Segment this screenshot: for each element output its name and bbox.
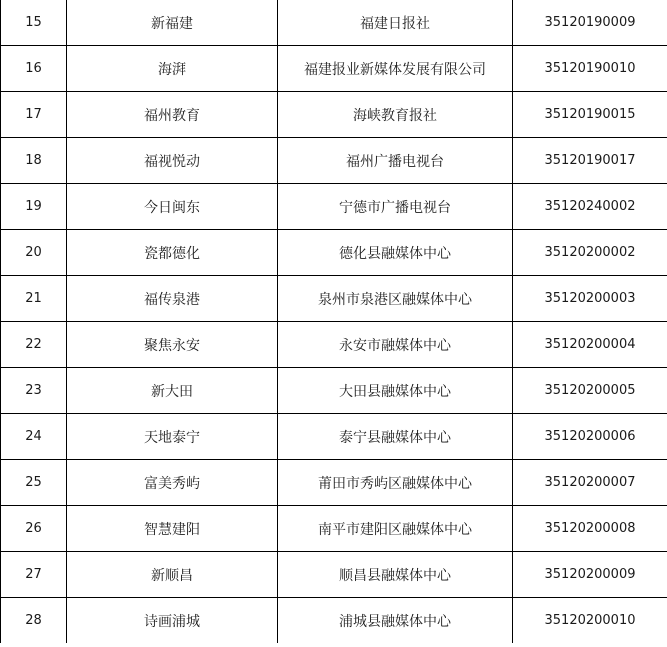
row-number: 24 bbox=[1, 414, 67, 460]
registration-code: 35120200010 bbox=[513, 598, 667, 644]
registration-code: 35120190009 bbox=[513, 0, 667, 46]
organization: 海峡教育报社 bbox=[278, 92, 513, 138]
registration-code: 35120240002 bbox=[513, 184, 667, 230]
app-name: 新大田 bbox=[67, 368, 278, 414]
organization: 泰宁县融媒体中心 bbox=[278, 414, 513, 460]
row-number: 23 bbox=[1, 368, 67, 414]
organization: 莆田市秀屿区融媒体中心 bbox=[278, 460, 513, 506]
app-name: 海湃 bbox=[67, 46, 278, 92]
table-row bbox=[1, 230, 667, 276]
row-number: 21 bbox=[1, 276, 67, 322]
table-row bbox=[1, 276, 667, 322]
table-row bbox=[1, 184, 667, 230]
table-row bbox=[1, 46, 667, 92]
row-number: 15 bbox=[1, 0, 67, 46]
organization: 大田县融媒体中心 bbox=[278, 368, 513, 414]
app-name: 诗画浦城 bbox=[67, 598, 278, 644]
organization: 德化县融媒体中心 bbox=[278, 230, 513, 276]
app-name: 新福建 bbox=[67, 0, 278, 46]
registration-code: 35120200005 bbox=[513, 368, 667, 414]
row-number: 20 bbox=[1, 230, 67, 276]
registry-table-body bbox=[1, 0, 667, 643]
organization: 福建报业新媒体发展有限公司 bbox=[278, 46, 513, 92]
app-name: 瓷都德化 bbox=[67, 230, 278, 276]
table-row bbox=[1, 506, 667, 552]
row-number: 25 bbox=[1, 460, 67, 506]
table-row bbox=[1, 322, 667, 368]
app-name: 聚焦永安 bbox=[67, 322, 278, 368]
organization: 顺昌县融媒体中心 bbox=[278, 552, 513, 598]
app-name: 福传泉港 bbox=[67, 276, 278, 322]
app-name: 福视悦动 bbox=[67, 138, 278, 184]
registration-code: 35120190017 bbox=[513, 138, 667, 184]
organization: 浦城县融媒体中心 bbox=[278, 598, 513, 644]
table-row bbox=[1, 368, 667, 414]
registration-code: 35120200003 bbox=[513, 276, 667, 322]
app-name: 福州教育 bbox=[67, 92, 278, 138]
registration-code: 35120190015 bbox=[513, 92, 667, 138]
app-name: 今日闽东 bbox=[67, 184, 278, 230]
registration-code: 35120200006 bbox=[513, 414, 667, 460]
row-number: 26 bbox=[1, 506, 67, 552]
registration-code: 35120200007 bbox=[513, 460, 667, 506]
row-number: 16 bbox=[1, 46, 67, 92]
registration-code: 35120200004 bbox=[513, 322, 667, 368]
row-number: 28 bbox=[1, 598, 67, 644]
app-name: 智慧建阳 bbox=[67, 506, 278, 552]
row-number: 22 bbox=[1, 322, 67, 368]
app-name: 富美秀屿 bbox=[67, 460, 278, 506]
table-row bbox=[1, 460, 667, 506]
app-name: 天地泰宁 bbox=[67, 414, 278, 460]
registration-code: 35120200002 bbox=[513, 230, 667, 276]
table-row bbox=[1, 598, 667, 644]
organization: 福州广播电视台 bbox=[278, 138, 513, 184]
table-row bbox=[1, 0, 667, 46]
organization: 永安市融媒体中心 bbox=[278, 322, 513, 368]
table-row bbox=[1, 92, 667, 138]
row-number: 17 bbox=[1, 92, 67, 138]
organization: 泉州市泉港区融媒体中心 bbox=[278, 276, 513, 322]
registration-code: 35120200009 bbox=[513, 552, 667, 598]
organization: 南平市建阳区融媒体中心 bbox=[278, 506, 513, 552]
app-name: 新顺昌 bbox=[67, 552, 278, 598]
table-row bbox=[1, 552, 667, 598]
organization: 福建日报社 bbox=[278, 0, 513, 46]
row-number: 27 bbox=[1, 552, 67, 598]
organization: 宁德市广播电视台 bbox=[278, 184, 513, 230]
registration-code: 35120200008 bbox=[513, 506, 667, 552]
table-row bbox=[1, 414, 667, 460]
row-number: 19 bbox=[1, 184, 67, 230]
registration-code: 35120190010 bbox=[513, 46, 667, 92]
row-number: 18 bbox=[1, 138, 67, 184]
table-row bbox=[1, 138, 667, 184]
